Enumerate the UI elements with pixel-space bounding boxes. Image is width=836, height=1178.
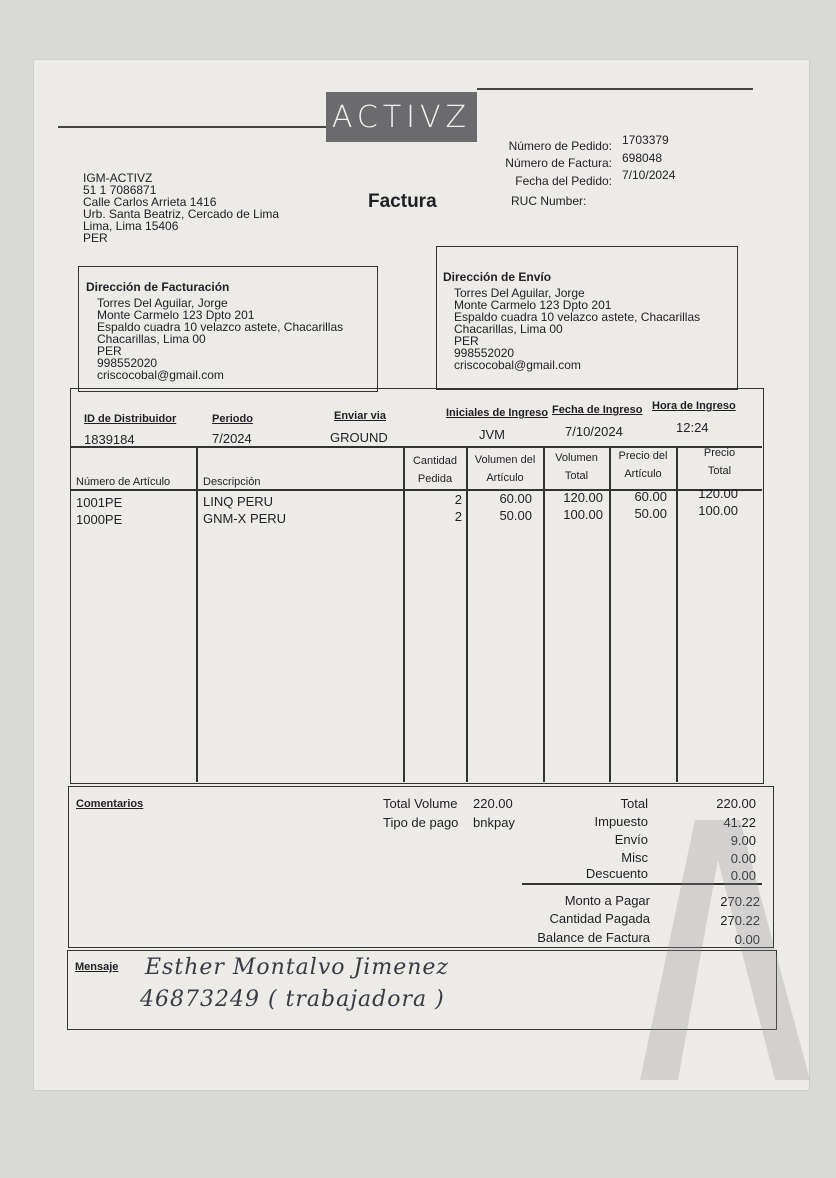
billing-line: Monte Carmelo 123 Dpto 201	[97, 308, 255, 322]
meta-header-fecha: Fecha de Ingreso	[552, 404, 643, 416]
company-phone: 51 1 7086871	[83, 183, 157, 197]
shipping-line: criscocobal@gmail.com	[454, 358, 581, 372]
watermark-chevron	[600, 820, 820, 1090]
billing-line: PER	[97, 344, 122, 358]
header-volumen-art-1: Volumen del	[474, 454, 536, 466]
descuento-label: Descuento	[585, 866, 648, 881]
header-descripcion: Descripción	[203, 476, 261, 488]
row2-volumen-articulo: 50.00	[499, 508, 532, 523]
pedido-label: Número de Pedido:	[508, 139, 612, 153]
comentarios-label: Comentarios	[76, 798, 144, 810]
cantidad-pagada-label: Cantidad Pagada	[549, 911, 650, 926]
billing-line: Espaldo cuadra 10 velazco astete, Chacarillas	[97, 320, 344, 334]
row1-precio-articulo: 60.00	[634, 489, 667, 504]
meta-value-periodo: 7/2024	[212, 431, 252, 446]
envio-label: Envío	[614, 832, 648, 847]
shipping-line: Espaldo cuadra 10 velazco astete, Chacarillas	[454, 310, 701, 324]
fecha-label: Fecha del Pedido:	[515, 174, 612, 188]
header-articulo: Número de Artículo	[76, 476, 171, 488]
row2-articulo: 1000PE	[76, 512, 123, 527]
row2-volumen-total: 100.00	[563, 507, 603, 522]
handwritten-name: Esther Montalvo Jimenez	[145, 955, 450, 980]
meta-header-enviar: Enviar via	[334, 410, 386, 422]
total-value: 220.00	[716, 796, 756, 811]
shipping-title: Dirección de Envío	[443, 270, 552, 284]
billing-title: Dirección de Facturación	[86, 280, 230, 294]
meta-value-hora: 12:24	[676, 420, 709, 435]
pedido-value: 1703379	[622, 133, 669, 147]
row1-volumen-total: 120.00	[563, 490, 603, 505]
descuento-value: 0.00	[730, 868, 756, 883]
company-city: Lima, Lima 15406	[83, 219, 179, 233]
frame-top-left	[58, 126, 326, 128]
envio-value: 9.00	[730, 833, 756, 848]
company-country: PER	[83, 231, 108, 245]
header-cantidad-2: Pedida	[417, 473, 453, 485]
tipo-pago-label: Tipo de pago	[383, 815, 459, 830]
misc-label: Misc	[621, 850, 648, 865]
header-precio-art-2: Artículo	[624, 468, 662, 480]
shipping-line: Torres Del Aguilar, Jorge	[454, 286, 585, 300]
company-name: IGM-ACTIVZ	[83, 171, 153, 185]
company-street: Calle Carlos Arrieta 1416	[83, 195, 217, 209]
header-precio-tot-2: Total	[707, 465, 732, 477]
row1-descripcion: LINQ PERU	[203, 494, 274, 509]
balance-label: Balance de Factura	[537, 930, 650, 945]
shipping-line: Monte Carmelo 123 Dpto 201	[454, 298, 612, 312]
handwritten-id: 46873249 ( trabajadora )	[140, 987, 445, 1012]
header-volumen-tot-1: Volumen	[555, 452, 598, 464]
header-volumen-art-2: Artículo	[486, 472, 524, 484]
billing-line: criscocobal@gmail.com	[97, 368, 224, 382]
impuesto-label: Impuesto	[594, 814, 648, 829]
billing-line: 998552020	[97, 356, 158, 370]
meta-header-iniciales: Iniciales de Ingreso	[446, 407, 549, 419]
impuesto-value: 41.22	[723, 815, 756, 830]
row2-descripcion: GNM-X PERU	[203, 511, 287, 526]
row2-precio-articulo: 50.00	[634, 506, 667, 521]
total-volume-value: 220.00	[473, 796, 513, 811]
meta-value-distribuidor: 1839184	[84, 432, 135, 447]
row1-precio-total: 120.00	[698, 486, 738, 501]
company-logo: ACTIVZ	[326, 92, 477, 142]
header-volumen-tot-2: Total	[564, 470, 589, 482]
header-cantidad-1: Cantidad	[412, 455, 458, 467]
col-divider	[196, 446, 198, 782]
monto-pagar-label: Monto a Pagar	[564, 893, 650, 908]
misc-value: 0.00	[730, 851, 756, 866]
meta-value-fecha: 7/10/2024	[565, 424, 623, 439]
total-label: Total	[620, 796, 648, 811]
row2-cantidad: 2	[454, 509, 462, 524]
company-district: Urb. Santa Beatriz, Cercado de Lima	[83, 207, 280, 221]
tipo-pago-value: bnkpay	[473, 815, 515, 830]
meta-header-periodo: Periodo	[212, 413, 253, 425]
total-volume-label: Total Volume	[383, 796, 458, 811]
row1-volumen-articulo: 60.00	[499, 491, 532, 506]
shipping-line: Chacarillas, Lima 00	[454, 322, 563, 336]
row1-cantidad: 2	[454, 492, 462, 507]
header-precio-tot-1: Precio	[703, 447, 736, 459]
billing-line: Torres Del Aguilar, Jorge	[97, 296, 228, 310]
balance-value: 0.00	[734, 932, 760, 947]
monto-pagar-value: 270.22	[720, 894, 760, 909]
shipping-line: PER	[454, 334, 479, 348]
shipping-line: 998552020	[454, 346, 515, 360]
meta-divider	[70, 446, 762, 448]
factura-label: Número de Factura:	[505, 156, 612, 170]
factura-value: 698048	[622, 151, 663, 165]
billing-line: Chacarillas, Lima 00	[97, 332, 206, 346]
frame-top-right	[477, 88, 753, 90]
row2-precio-total: 100.00	[698, 503, 738, 518]
meta-header-distribuidor: ID de Distribuidor	[84, 413, 177, 425]
meta-value-enviar: GROUND	[330, 430, 388, 445]
fecha-value: 7/10/2024	[622, 168, 676, 182]
header-precio-art-1: Precio del	[618, 450, 668, 462]
mensaje-label: Mensaje	[75, 961, 119, 973]
meta-header-hora: Hora de Ingreso	[652, 400, 736, 412]
document-title: Factura	[368, 191, 437, 212]
meta-value-iniciales: JVM	[479, 427, 505, 442]
row1-articulo: 1001PE	[76, 495, 123, 510]
ruc-label: RUC Number:	[511, 194, 587, 208]
cantidad-pagada-value: 270.22	[720, 913, 760, 928]
